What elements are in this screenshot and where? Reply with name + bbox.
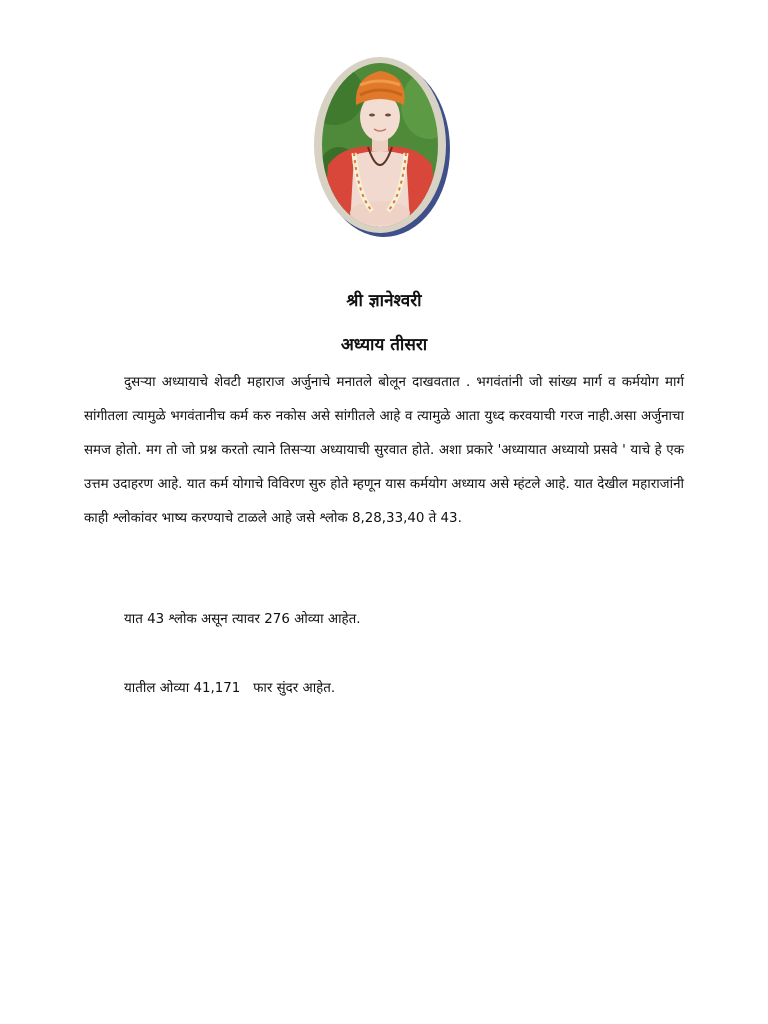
saint-portrait-image (314, 55, 450, 239)
shlok-count-line: यात 43 श्लोक असून त्यावर 276 ओव्या आहेत. (124, 612, 361, 627)
intro-paragraph: दुसऱ्या अध्यायाचे शेवटी महाराज अर्जुनाचे मनातले बोलून दाखवतात . भगवंतांनी जो सांख्य मार्ग व कर्मयोग मार्ग सांगीतला त्यामुळे भगवंतानीच कर्म करु नकोस असे सांगीतले आहे व त्यामुळे आता युध्द करवयाची गरज नाही.असा अर्जुनाचा समज होतो. मग तो जो प्रश्न करतो त्याने तिसऱ्या अध्यायाची सुरवात होते. अशा प्रकारे 'अध्यायात अध्यायो प्रसवे ' याचे हे एक उत्तम उदाहरण आहे. यात कर्म योगाचे विविरण सुरु होते म्हणून यास कर्मयोग अध्याय असे म्हंटले आहे. यात देखील महाराजांनी काही श्लोकांवर भाष्य करण्याचे टाळले आहे जसे श्लोक 8,28,33,40 ते 43. (84, 375, 684, 526)
favorite-ovis-line: यातील ओव्या 41,171 फार सुंदर आहेत. (124, 681, 336, 696)
chapter-title: अध्याय तीसरा (340, 335, 428, 355)
document-title: श्री ज्ञानेश्वरी (346, 291, 422, 311)
